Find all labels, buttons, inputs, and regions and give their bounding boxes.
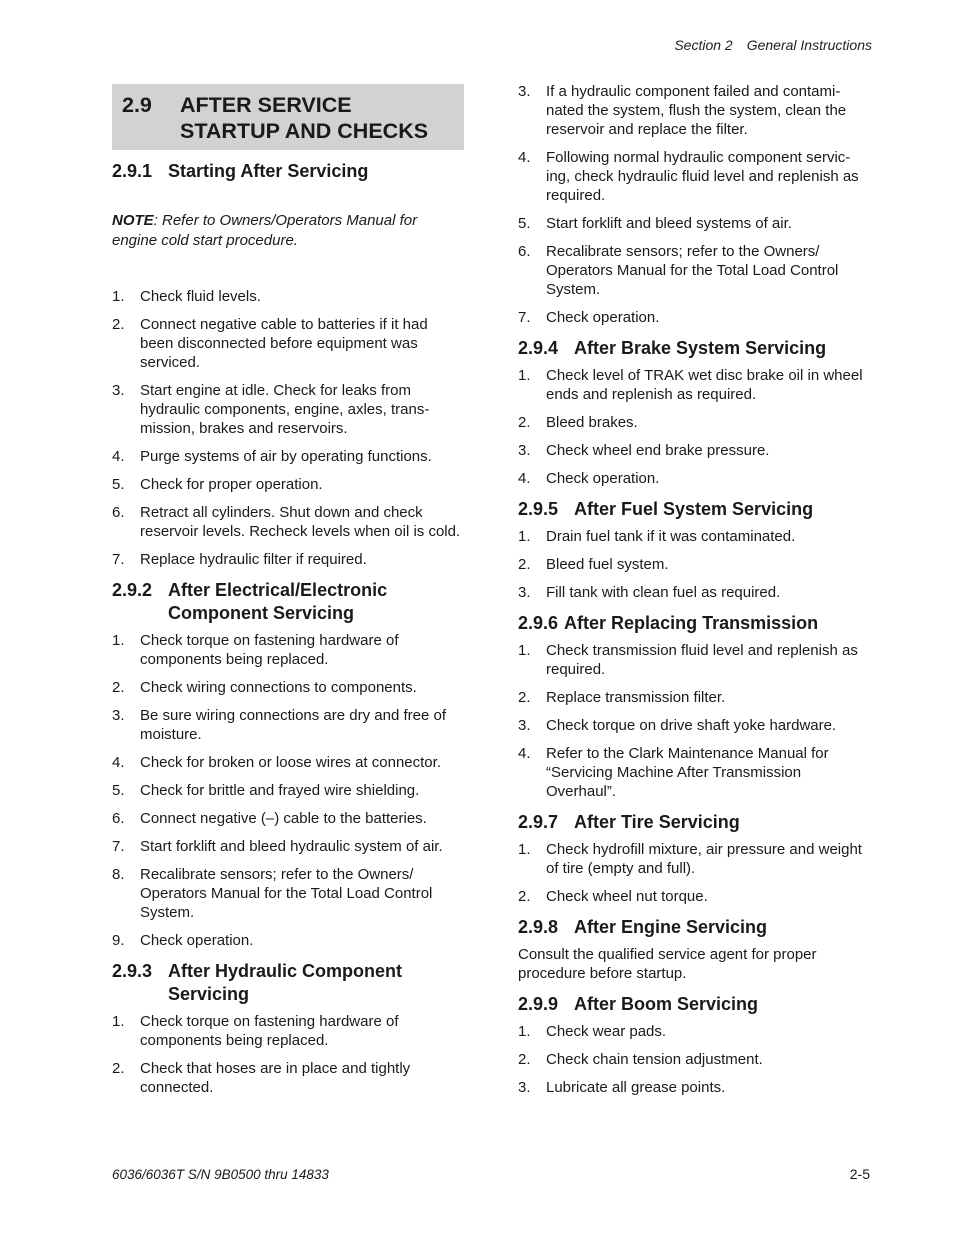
section-2-9-2-steps xyxy=(112,631,464,950)
list-item: 3. If a hydraulic component failed and contami-nated the system, flush the system, clean the reservoir and replace the filter. xyxy=(518,83,847,138)
section-2-9-1-heading: 2.9.1 Starting After Servicing xyxy=(112,161,369,181)
list-item: 8. Recalibrate sensors; refer to the Owners/ Operators Manual for the Total Load Control System. xyxy=(112,866,433,921)
section-2-9-6-steps xyxy=(518,641,868,801)
section-2-9-5-steps xyxy=(518,527,868,602)
list-item: 1. Check hydrofill mixture, air pressure and weight of tire (empty and full). xyxy=(518,841,862,877)
section-2-9-9-heading: 2.9.9 After Boom Servicing xyxy=(518,994,759,1014)
section-2-9-4-steps xyxy=(518,366,868,488)
list-item: 2. Connect negative cable to batteries if it had been disconnected before equipment was serviced. xyxy=(112,316,428,371)
list-item: 2. Check wiring connections to components. xyxy=(112,679,417,696)
list-item: 7. Replace hydraulic filter if required. xyxy=(112,551,367,568)
list-item: 2. Replace transmission filter. xyxy=(518,689,726,706)
list-item: 1. Check wear pads. xyxy=(518,1023,667,1040)
list-item: 3. Start engine at idle. Check for leaks from hydraulic components, engine, axles, trans-mission, brakes and reservoirs. xyxy=(112,382,430,437)
left-column xyxy=(112,84,464,1106)
main-section-title: AFTER SERVICE STARTUP AND CHECKS xyxy=(180,93,429,143)
page-number: 2-5 xyxy=(849,1166,870,1182)
section-2-9-9-steps xyxy=(518,1022,868,1097)
header-title: General Instructions xyxy=(746,37,872,53)
footer-model: 6036/6036T S/N 9B0500 thru 14833 xyxy=(112,1167,329,1182)
section-2-9-3-steps-part1 xyxy=(112,1012,464,1097)
list-item: 2. Bleed brakes. xyxy=(518,414,638,431)
list-item: 4. Refer to the Clark Maintenance Manual for “Servicing Machine After Transmission Overhaul”. xyxy=(518,745,829,800)
list-item: 5. Check for proper operation. xyxy=(112,476,323,493)
list-item: 5. Start forklift and bleed systems of air. xyxy=(518,215,792,232)
note-label: NOTE xyxy=(112,212,154,229)
list-item: 9. Check operation. xyxy=(112,932,254,949)
engine-start-note xyxy=(112,211,464,250)
list-item: 2. Bleed fuel system. xyxy=(518,556,669,573)
list-item: 4. Purge systems of air by operating functions. xyxy=(112,448,432,465)
list-item: 6. Recalibrate sensors; refer to the Owners/ Operators Manual for the Total Load Control System. xyxy=(518,243,839,298)
section-2-9-1-steps xyxy=(112,287,464,569)
section-2-9-5-heading: 2.9.5 After Fuel System Servicing xyxy=(518,499,814,519)
list-item: 2. Check wheel nut torque. xyxy=(518,888,708,905)
list-item: 3. Check torque on drive shaft yoke hardware. xyxy=(518,717,837,734)
list-item: 7. Start forklift and bleed hydraulic system of air. xyxy=(112,838,443,855)
list-item: 4. Check for broken or loose wires at connector. xyxy=(112,754,441,771)
note-text: : Refer to Owners/Operators Manual for engine cold start procedure. xyxy=(112,212,418,249)
header-section: Section 2 xyxy=(674,37,733,53)
list-item: 1. Check transmission fluid level and replenish as required. xyxy=(518,642,858,678)
list-item: 4. Check operation. xyxy=(518,470,660,487)
right-column xyxy=(518,82,868,1106)
section-2-9-6-heading: 2.9.6 After Replacing Transmission xyxy=(518,613,819,633)
list-item: 6. Connect negative (–) cable to the batteries. xyxy=(112,810,427,827)
list-item: 5. Check for brittle and frayed wire shielding. xyxy=(112,782,420,799)
list-item: 7. Check operation. xyxy=(518,309,660,326)
list-item: 3. Fill tank with clean fuel as required. xyxy=(518,584,781,601)
main-section-number: 2.9 xyxy=(122,93,152,117)
list-item: 4. Following normal hydraulic component servic-ing, check hydraulic fluid level and replenish as required. xyxy=(518,149,859,204)
list-item: 1. Check torque on fastening hardware of components being replaced. xyxy=(112,1013,399,1049)
list-item: 1. Drain fuel tank if it was contaminated. xyxy=(518,528,796,545)
list-item: 1. Check fluid levels. xyxy=(112,288,261,305)
section-2-9-4-heading: 2.9.4 After Brake System Servicing xyxy=(518,338,827,358)
list-item: 6. Retract all cylinders. Shut down and check reservoir levels. Recheck levels when oil is cold. xyxy=(112,504,461,540)
section-2-9-3-steps-part2 xyxy=(518,82,868,327)
list-item: 3. Lubricate all grease points. xyxy=(518,1079,726,1096)
list-item: 3. Be sure wiring connections are dry and free of moisture. xyxy=(112,707,446,743)
list-item: 3. Check wheel end brake pressure. xyxy=(518,442,770,459)
section-2-9-3-heading: 2.9.3 After Hydraulic Component Servicing xyxy=(112,961,403,1004)
running-header xyxy=(674,37,872,53)
section-2-9-8-heading: 2.9.8 After Engine Servicing xyxy=(518,917,768,937)
main-section-heading xyxy=(112,84,464,150)
section-2-9-7-heading: 2.9.7 After Tire Servicing xyxy=(518,812,740,832)
section-2-9-8-text: Consult the qualified service agent for proper procedure before startup. xyxy=(518,946,817,982)
section-2-9-7-steps xyxy=(518,840,868,906)
list-item: 1. Check level of TRAK wet disc brake oil in wheel ends and replenish as required. xyxy=(518,367,863,403)
list-item: 1. Check torque on fastening hardware of components being replaced. xyxy=(112,632,399,668)
list-item: 2. Check chain tension adjustment. xyxy=(518,1051,763,1068)
section-2-9-2-heading: 2.9.2 After Electrical/Electronic Component Servicing xyxy=(112,580,388,623)
list-item: 2. Check that hoses are in place and tightly connected. xyxy=(112,1060,411,1096)
